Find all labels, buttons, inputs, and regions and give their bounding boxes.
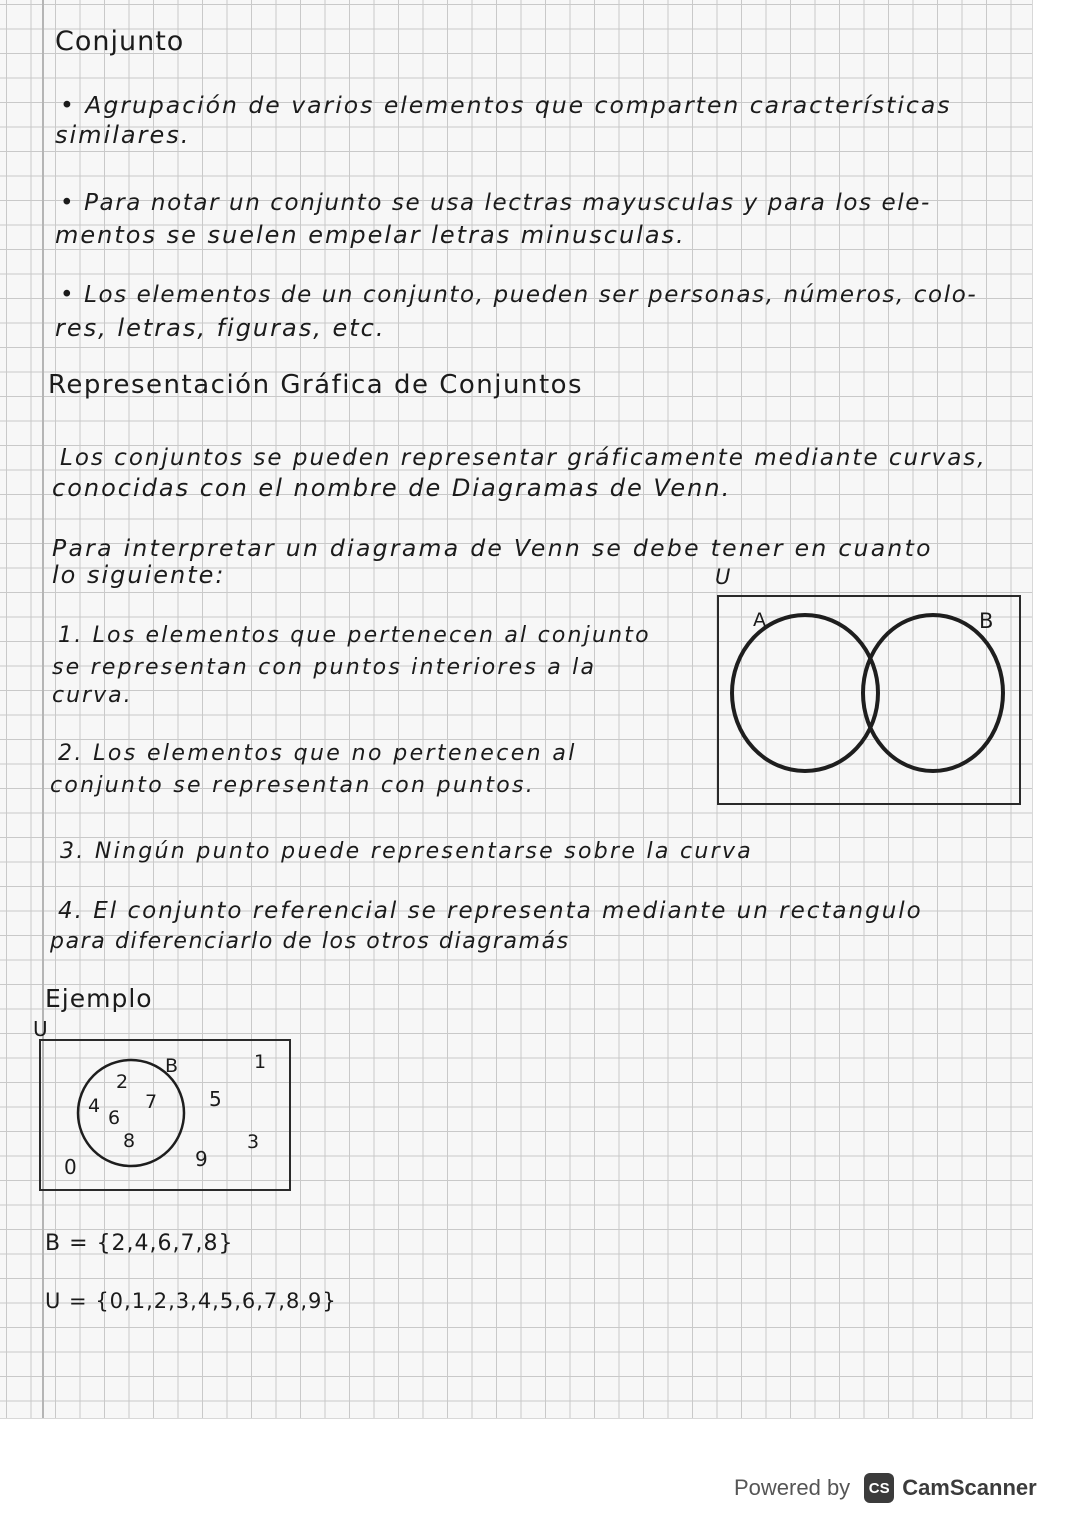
element-8: 8 [123,1130,136,1152]
example-universe-label: U [33,1017,48,1041]
example-heading: Ejemplo [45,984,153,1013]
bullet-2-line-2: mentos se suelen empelar letras minusculas. [55,221,686,249]
element-6: 6 [108,1107,121,1129]
bullet-3-line-2: res, letras, figuras, etc. [55,314,386,342]
margin-line [42,0,44,1418]
intro-line-2: conocidas con el nombre de Diagramas de Venn. [52,474,732,502]
venn-diagram [705,560,1045,815]
bullet-1-line-1: • Agrupación de varios elementos que comparten características [60,91,952,119]
element-7: 7 [145,1091,158,1113]
rule-2-line-2: conjunto se representan con puntos. [50,773,536,798]
example-diagram [28,1010,303,1200]
bullet-2-line-1: • Para notar un conjunto se usa lectras mayusculas y para los ele- [60,190,931,216]
venn-universe-label: U [715,565,731,589]
camscanner-brand: CamScanner [902,1475,1037,1500]
interpret-line-2: lo siguiente: [52,561,226,589]
page-title: Conjunto [55,26,185,57]
element-4: 4 [88,1095,101,1117]
bullet-1-line-2: similares. [55,121,191,149]
element-3: 3 [247,1131,260,1153]
rule-4-line-1: 4. El conjunto referencial se representa mediante un rectangulo [58,898,923,924]
element-5: 5 [209,1087,222,1111]
camscanner-logo-icon: CS [864,1473,894,1503]
venn-set-a-label: A [753,609,766,631]
element-2: 2 [116,1071,129,1093]
example-set-label: B [165,1055,179,1077]
bullet-3-line-1: • Los elementos de un conjunto, pueden ser personas, números, colo- [60,282,978,308]
rule-3-line-1: 3. Ningún punto puede representarse sobre la curva [60,839,754,864]
section-title: Representación Gráfica de Conjuntos [48,370,584,400]
rule-1-line-2: se representan con puntos interiores a la [52,655,597,680]
rule-4-line-2: para diferenciarlo de los otros diagramás [50,929,570,954]
element-1: 1 [254,1051,267,1073]
venn-set-b-label: B [979,609,994,633]
set-b-notation: B = {2,4,6,7,8} [45,1231,234,1256]
venn-circle-b [863,615,1003,771]
element-0: 0 [64,1155,77,1179]
rule-2-line-1: 2. Los elementos que no pertenecen al [58,741,577,766]
intro-line-1: Los conjuntos se pueden representar gráficamente mediante curvas, [60,445,987,471]
venn-circle-a [732,615,878,771]
set-u-notation: U = {0,1,2,3,4,5,6,7,8,9} [45,1289,337,1313]
interpret-line-1: Para interpretar un diagrama de Venn se debe tener en cuanto [52,534,933,562]
rule-1-line-3: curva. [52,683,133,708]
powered-by-text: Powered by [734,1475,851,1500]
rule-1-line-1: 1. Los elementos que pertenecen al conjunto [58,623,651,648]
camscanner-watermark [734,1468,1037,1508]
element-9: 9 [195,1147,208,1171]
